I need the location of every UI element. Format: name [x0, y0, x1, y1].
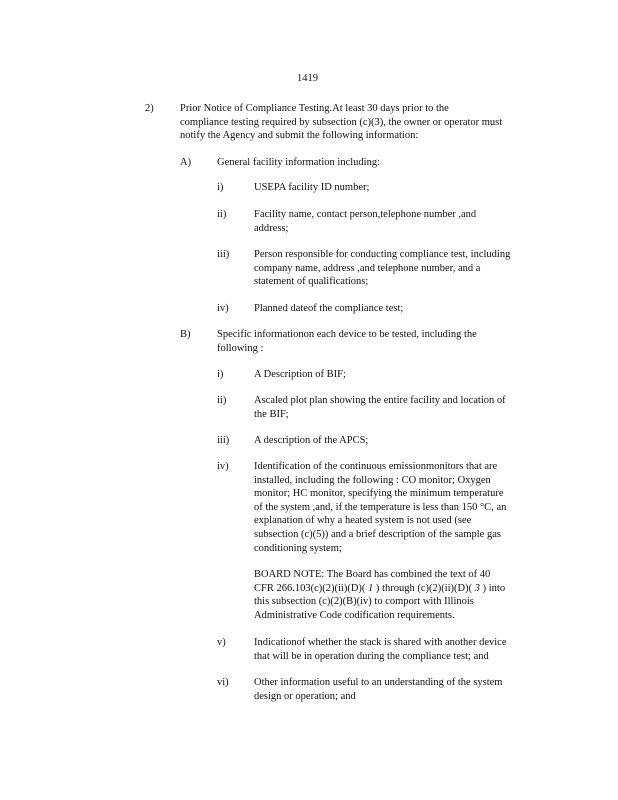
- section-2-text: [180, 102, 544, 143]
- text-line: notify the Agency and submit the following information:: [180, 130, 419, 142]
- list-item-label: i): [217, 182, 224, 193]
- list-item-label: iii): [217, 249, 230, 260]
- text-line: design or operation; and: [254, 690, 356, 702]
- list-item-label: ii): [217, 209, 227, 220]
- text-line: BOARD NOTE: The Board has combined the text of 40: [254, 569, 491, 580]
- list-item-text: [254, 460, 534, 555]
- section-b-text: [217, 328, 505, 355]
- text-line: subsection (c)(5)) and a brief description of the sample gas: [254, 528, 501, 540]
- text-line: following :: [217, 342, 264, 354]
- section-a-text: General facility information including:: [217, 157, 380, 168]
- text-line: this subsection (c)(2)(B)(iv) to comport with Illinois: [254, 596, 474, 608]
- text-span: ) into: [482, 582, 506, 594]
- list-item-text: [254, 368, 346, 382]
- text-line: [254, 582, 524, 596]
- text-line: explanation of why a heated system is not used (see: [254, 515, 472, 527]
- italic-numeral: 1: [368, 582, 374, 594]
- list-item-text: [254, 248, 539, 289]
- italic-numeral: 3: [474, 582, 480, 594]
- text-line: A description of the APCS;: [254, 435, 369, 446]
- list-item-text: [254, 676, 531, 703]
- text-line: Specific informationon each device to be tested, including the: [217, 329, 477, 340]
- text-line: of the system ,and, if the temperature is less than 150 °C, an: [254, 501, 507, 513]
- list-item-text: [254, 434, 368, 448]
- list-item-label: ii): [217, 395, 227, 406]
- list-item-text: [254, 208, 499, 235]
- list-item-text: [254, 302, 403, 316]
- list-item-label: v): [217, 637, 226, 648]
- text-line: that will be in operation during the compliance test; and: [254, 650, 489, 662]
- text-line: Person responsible for conducting compliance test, including: [254, 249, 511, 260]
- list-item-text: [254, 636, 537, 663]
- list-item-label: iii): [217, 435, 230, 446]
- text-line: the BIF;: [254, 408, 289, 420]
- text-line: address;: [254, 222, 289, 234]
- text-line: company name, address ,and telephone number, and a: [254, 262, 481, 274]
- text-line: Ascaled plot plan showing the entire facility and location of: [254, 395, 506, 406]
- text-line: Planned dateof the compliance test;: [254, 303, 404, 314]
- text-line: Administrative Code codification requirements.: [254, 609, 455, 621]
- text-line: conditioning system;: [254, 542, 342, 554]
- text-line: USEPA facility ID number;: [254, 182, 370, 193]
- page-number: 1419: [297, 73, 318, 84]
- text-span: CFR 266.103(c)(2)(ii)(D)(: [254, 582, 366, 594]
- text-line: Facility name, contact person,telephone number ,and: [254, 209, 477, 220]
- list-item-label: iv): [217, 303, 229, 314]
- list-item-text: [254, 394, 542, 421]
- list-item-label: vi): [217, 677, 229, 688]
- text-line: statement of qualifications;: [254, 276, 369, 288]
- text-line: Prior Notice of Compliance Testing.At least 30 days prior to the: [180, 103, 449, 114]
- text-line: Other information useful to an understanding of the system: [254, 677, 503, 688]
- section-a-label: A): [180, 157, 192, 168]
- text-line: A Description of BIF;: [254, 369, 346, 380]
- section-2-label: 2): [145, 103, 154, 114]
- list-item-text: [254, 181, 369, 195]
- text-line: Identification of the continuous emissionmonitors that are: [254, 461, 498, 472]
- section-b-label: B): [180, 329, 191, 340]
- text-line: installed, including the following : CO monitor; Oxygen: [254, 474, 491, 486]
- text-span: ) through (c)(2)(ii)(D)(: [375, 582, 473, 594]
- text-line: Indicationof whether the stack is shared with another device: [254, 637, 507, 648]
- list-item-label: i): [217, 369, 224, 380]
- text-line: compliance testing required by subsection (c)(3), the owner or operator must: [180, 116, 503, 128]
- list-item-label: iv): [217, 461, 229, 472]
- board-note: [254, 568, 524, 622]
- text-line: monitor; HC monitor, specifying the minimum temperature: [254, 488, 504, 500]
